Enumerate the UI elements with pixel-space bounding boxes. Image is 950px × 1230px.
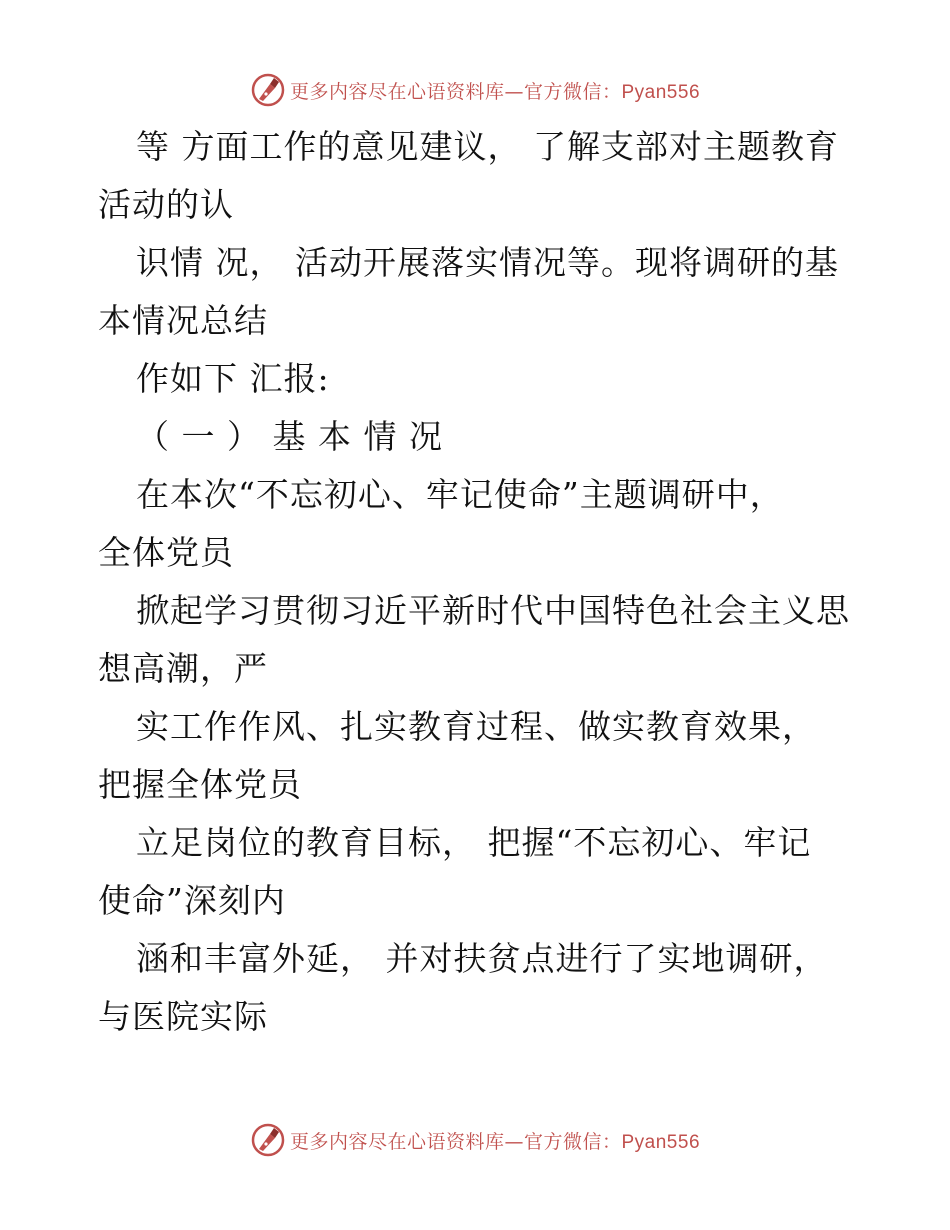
header-watermark (0, 70, 950, 110)
text-line: 掀起学习贯彻习近平新时代中国特色社会主义思 (136, 591, 850, 630)
text-line: 在本次“不忘初心、牢记使命”主题调研中， (136, 475, 784, 514)
text-line: 立足岗位的教育目标， 把握“不忘初心、牢记 (136, 823, 812, 862)
text-line: 把握全体党员 (98, 765, 302, 804)
text-line: 使命”深刻内 (98, 881, 286, 920)
section-heading: （ 一 ） 基 本 情 况 (136, 417, 443, 456)
text-line: 实工作作风、扎实教育过程、做实教育效果， (136, 707, 816, 746)
text-line: 活动的认 (98, 185, 234, 224)
pen-nib-logo-icon (250, 1122, 286, 1158)
document-body (98, 118, 858, 1046)
pen-nib-logo-icon (250, 72, 286, 108)
text-line: 想高潮，严 (98, 649, 268, 688)
text-line: 作如下 汇报: (136, 359, 330, 398)
text-line: 全体党员 (98, 533, 234, 572)
text-line: 等 方面工作的意见建议， 了解支部对主题教育 (136, 127, 839, 166)
text-line: 识情 况， 活动开展落实情况等。现将调研的基 (136, 243, 839, 282)
text-line: 本情况总结 (98, 301, 268, 340)
text-line: 与医院实际 (98, 997, 268, 1036)
watermark-text: 更多内容尽在心语资料库—官方微信：Pyan556 (289, 80, 701, 103)
text-line: 涵和丰富外延， 并对扶贫点进行了实地调研， (136, 939, 828, 978)
footer-watermark (0, 1120, 950, 1160)
watermark-text: 更多内容尽在心语资料库—官方微信：Pyan556 (289, 1130, 701, 1153)
